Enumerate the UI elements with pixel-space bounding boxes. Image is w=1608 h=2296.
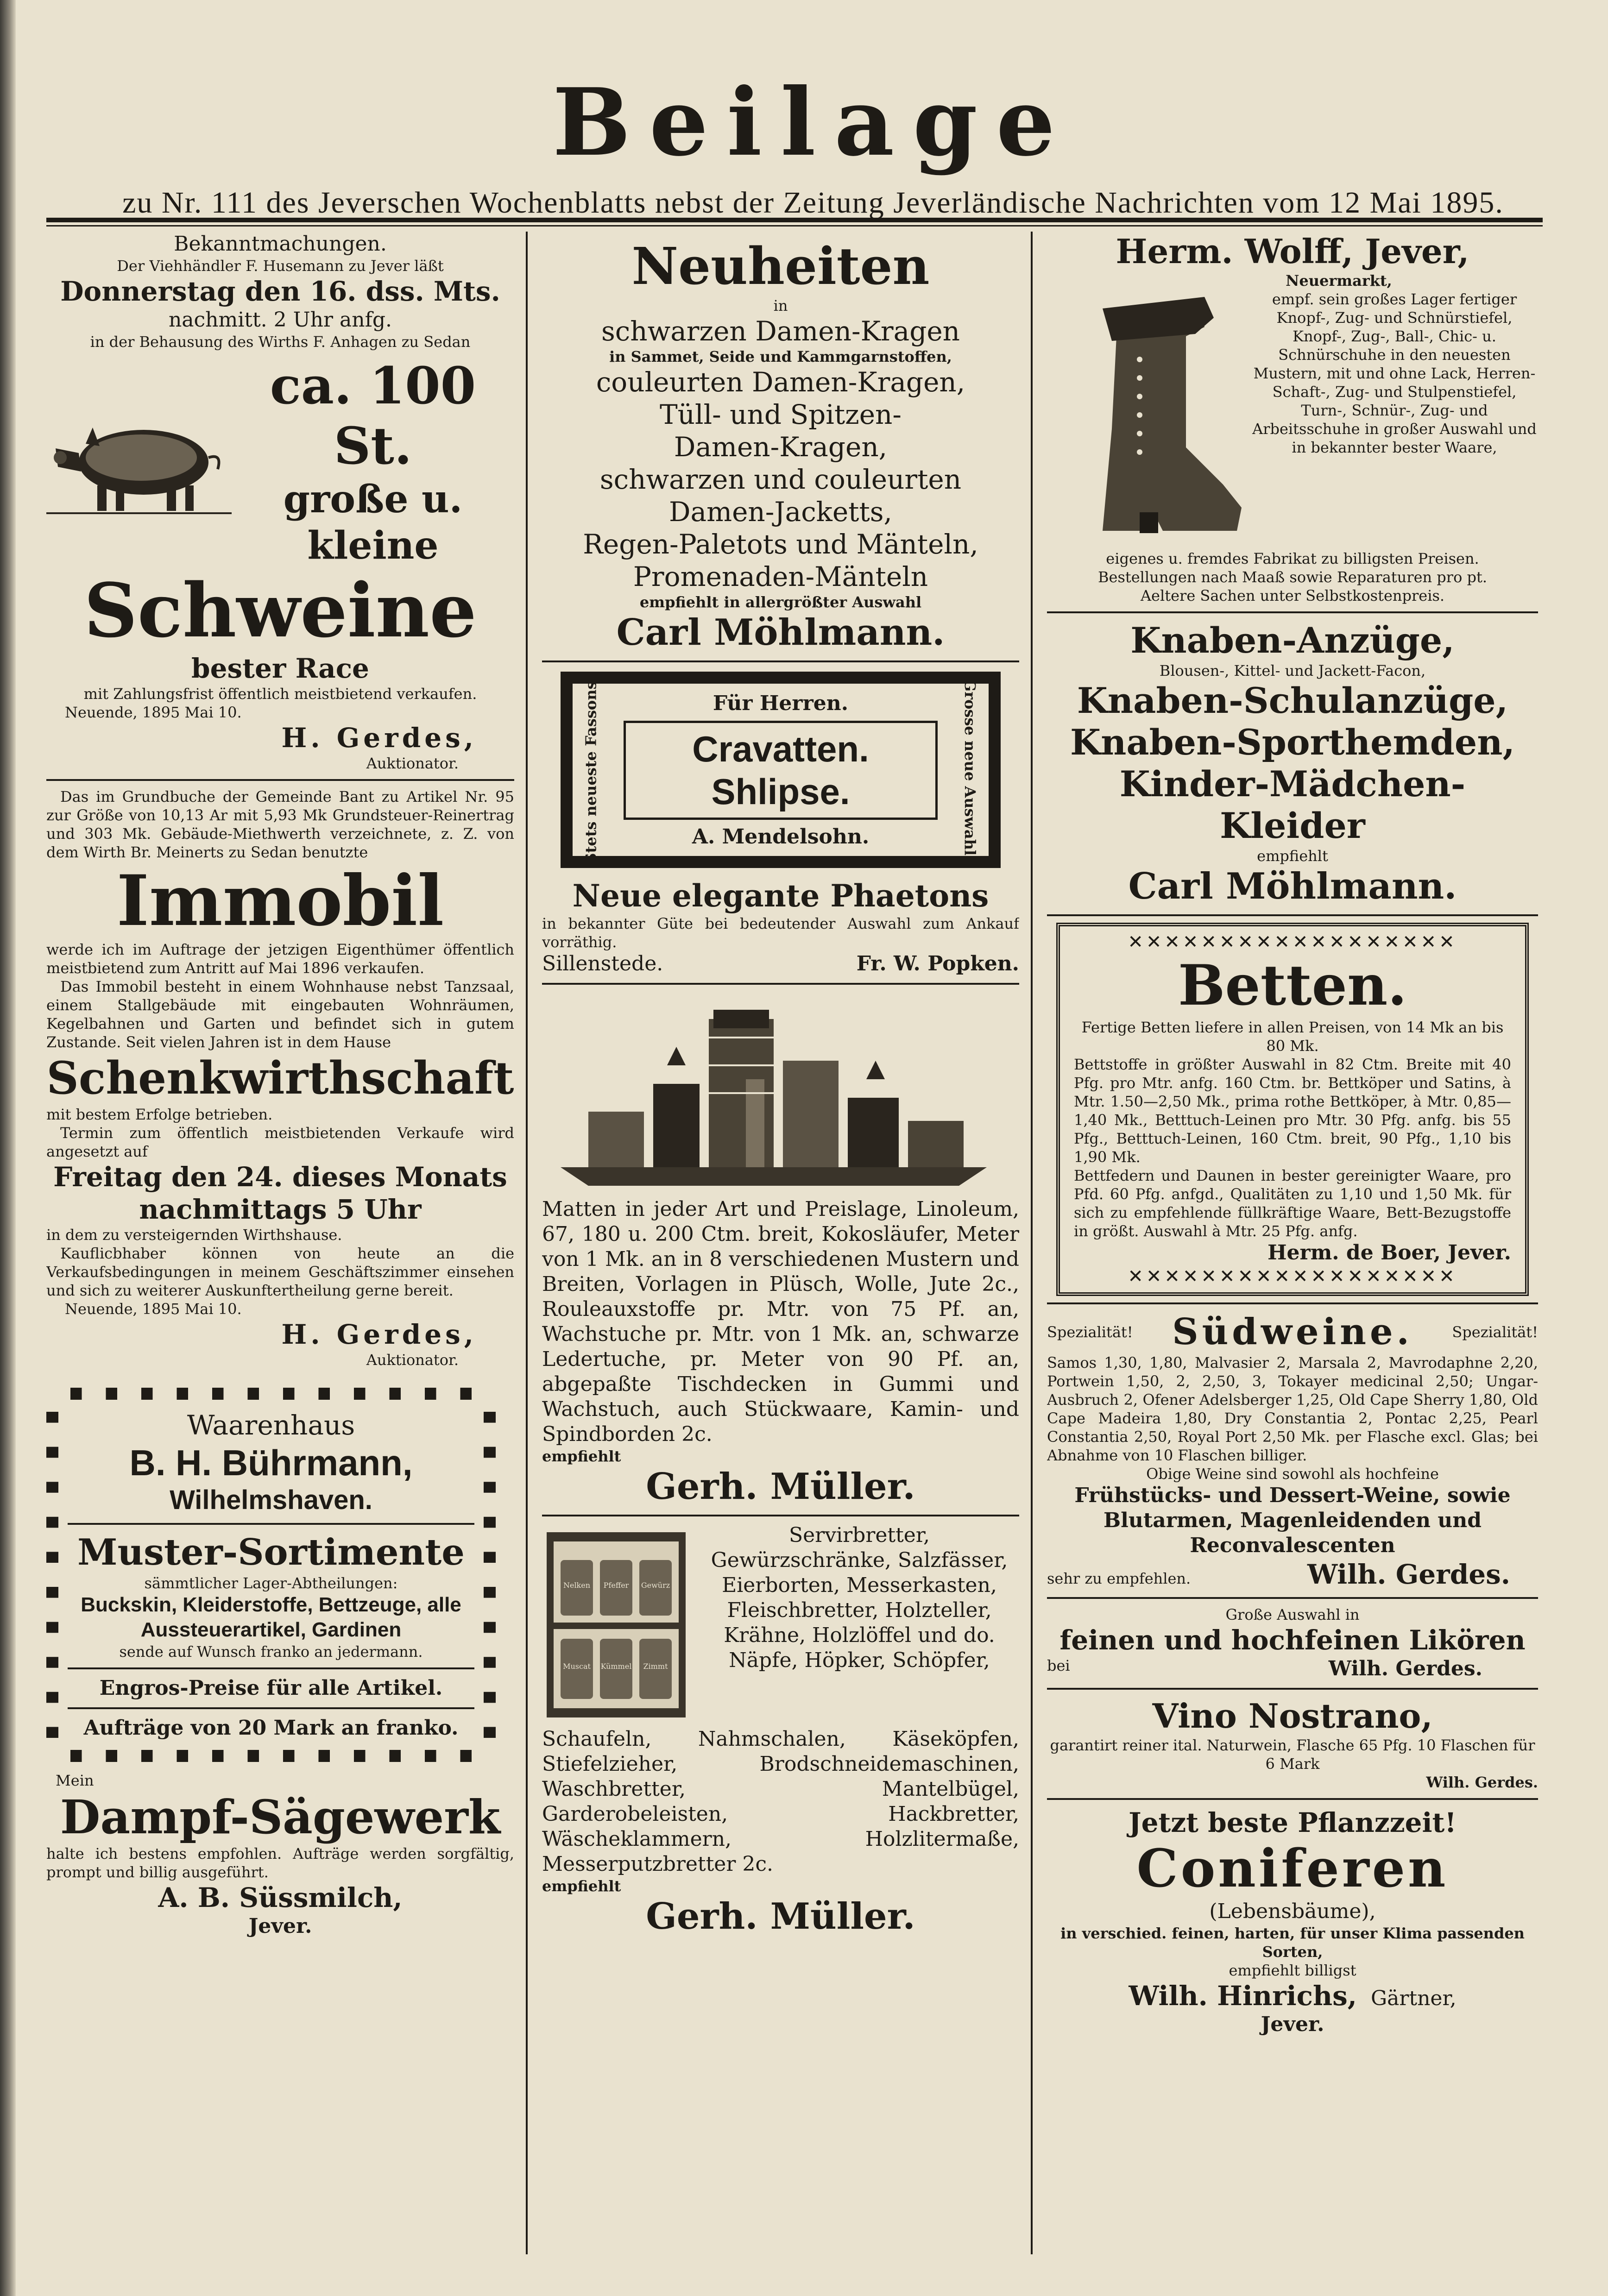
ad-heading: Knaben-Anzüge, (1130, 620, 1455, 661)
masthead-rule (46, 218, 1543, 226)
ad-text: Aufträge von 20 Mark an franko. (83, 1716, 459, 1740)
ad-text: Neuermarkt, (1286, 272, 1392, 289)
ad-coniferen (1047, 1806, 1538, 2037)
ad-text: Das im Grundbuche der Gemeinde Bant zu Artikel Nr. 95 zur Größe von 10,13 Ar mit 5,93 Mk Grundsteuer-Reinertrag und 303 Mk. Gebäude-Miethwerth verzeichnete, z. Z. von dem Wirth Br. Meinerts zu Sedan benutzte (46, 788, 514, 861)
ad-mendelsohn-frame (561, 672, 1001, 868)
column-divider-1 (526, 232, 528, 2254)
ad-text: Spezialität! (1452, 1323, 1538, 1341)
ad-text: bei (1047, 1657, 1070, 1674)
rule (1047, 1302, 1538, 1304)
rule (542, 660, 1019, 662)
ad-text: Kauflicbhaber können von heute an die Verkaufsbedingungen in meinem Geschäftszimmer einsehen und sich zu weiterer Auskunftertheilung gerne bereit. (46, 1245, 514, 1299)
ad-subheading: Jetzt beste Pflanzzeit! (1129, 1807, 1457, 1838)
ad-text: in Sammet, Seide und Kammgarnstoffen, (609, 348, 952, 365)
ad-city: Wilhelmshaven. (170, 1485, 372, 1515)
column-divider-2 (1031, 232, 1033, 2254)
rule (1047, 1798, 1538, 1800)
ad-text: empf. sein großes Lager fertiger Knopf-, Zug- und Schnürstiefel, Knopf-, Zug-, Ball-, Chic- u. Schnürschuhe in den neuesten Mustern, mit und ohne Lack, Herren-Schaft-, Zug- und Stulpenstiefel, Turn-, Schnür-, Zug- und Arbeitsschuhe in großer Auswahl und in bekannter bester Waare, (1252, 290, 1537, 456)
ad-city: Jever. (1261, 2013, 1324, 2036)
scan-binding-shadow (0, 0, 16, 2296)
ad-text: in bekannter Güte bei bedeutender Auswahl zum Ankauf vorräthig. (542, 915, 1019, 951)
ad-heading: Knaben-Sporthemden, (1070, 722, 1515, 763)
column-3 (1047, 232, 1538, 2277)
ad-text: empfiehlt in allergrößter Auswahl (639, 593, 922, 611)
ad-date: Donnerstag den 16. dss. Mts. (60, 276, 500, 307)
spice-label: Muscat (563, 1662, 591, 1671)
ad-heading: Südweine. (1172, 1311, 1413, 1353)
ad-text: sämmtlicher Lager-Abtheilungen: (144, 1574, 398, 1592)
ad-place: Neuende, 1895 Mai 10. (65, 1300, 242, 1318)
ad-text: Fertige Betten liefere in allen Preisen, von 14 Mk an bis 80 Mk. (1081, 1019, 1504, 1055)
ad-text: sehr zu empfehlen. (1047, 1570, 1191, 1587)
ad-line: schwarzen Damen-Kragen (601, 315, 960, 347)
spice-label: Gewürz (641, 1581, 670, 1590)
rule (68, 1523, 474, 1525)
ad-text: Frühstücks- und Dessert-Weine, sowie Blutarmen, Magenleidenden und Reconvalescenten (1074, 1484, 1511, 1557)
ad-heading: Cravatten. (692, 729, 869, 769)
ad-saegewerk (46, 1771, 514, 1939)
ad-articles: Buckskin, Kleiderstoffe, Bettzeuge, alle Aussteuerartikel, Gardinen (81, 1593, 461, 1641)
ad-line: Damen-Kragen, (674, 431, 888, 463)
ad-line: couleurten Damen-Kragen, (596, 366, 965, 398)
ad-text: Obige Weine sind sowohl als hochfeine (1146, 1465, 1439, 1483)
ad-text: Bettstoffe in größter Auswahl in 82 Ctm. Breite mit 40 Pfg. pro Mtr. anfg. 160 Ctm. br. Bettköper und Satins, à Mtr. 1.50—2,50 Mk., prima rothe Bettköper, à Mtr. 0,85—1,40 Mk., Betttuch-Leinen pro Mtr. 30 Pfg. anfg. bis 55 Pfg., Betttuch-Leinen, 160 Ctm. breit, 90 Pfg., 1,10 bis 1,90 Mk. (1074, 1056, 1511, 1166)
ad-heading: feinen und hochfeinen Likören (1059, 1624, 1526, 1656)
ad-time: nachmittags 5 Uhr (139, 1194, 422, 1225)
ad-wolff (1047, 232, 1538, 605)
ad-line: schwarzen und couleurten (599, 464, 962, 495)
rule (1047, 914, 1538, 916)
ad-text: Samos 1,30, 1,80, Malvasier 2, Marsala 2, Mavrodaphne 2,20, Portwein 1,50, 2, 2,50, 3, Tokayer medicinal 2,50; Ungar-Ausbruch 2, Ofener Adelsberger 1,25, Old Cape Sherry 1,80, Old Cape Madeira 1,80, Dry Constantia 2, Pontac 2,25, Pearl Constantia 2,50, Royal Port 2,50 Mk. per Flasche excl. Glas; bei Abnahme von 10 Flaschen billiger. (1047, 1354, 1538, 1464)
ad-text: sende auf Wunsch franko an jedermann. (119, 1643, 423, 1661)
ad-schweine-heading: Schweine (84, 567, 477, 654)
ad-text: eigenes u. fremdes Fabrikat zu billigsten Preisen. (1106, 550, 1479, 567)
column-2 (542, 232, 1019, 2277)
rolled-carpets-illustration-icon (542, 991, 1005, 1195)
ad-signature: Herm. de Boer, Jever. (1267, 1241, 1511, 1264)
ad-heading: Betten. (1178, 953, 1407, 1018)
ad-text: Große Auswahl in (1225, 1606, 1360, 1623)
ad-place: Neuende, 1895 Mai 10. (65, 704, 242, 721)
ad-heading: Dampf-Sägewerk (60, 1790, 501, 1844)
ad-line: Damen-Jacketts, (669, 496, 892, 528)
ad-heading: Muster-Sortimente (77, 1531, 465, 1573)
ad-heading: Kinder-Mädchen-Kleider (1119, 763, 1466, 846)
ad-text: Aeltere Sachen unter Selbstkostenpreis. (1140, 587, 1445, 604)
ad-text: empfiehlt billigst (1229, 1962, 1356, 1979)
ad-signature: Wilh. Hinrichs, (1129, 1980, 1357, 2012)
ad-time: nachmitt. 2 Uhr anfg. (168, 308, 392, 332)
ad-text: in verschied. feinen, harten, für unser Klima passenden Sorten, (1060, 1925, 1525, 1961)
ad-vino (1047, 1696, 1538, 1792)
ad-city: Jever. (248, 1914, 312, 1938)
ad-haushalt (542, 1523, 1019, 1938)
ad-role: Auktionator. (366, 755, 459, 772)
ad-schenkwirthschaft-heading: Schenkwirthschaft (46, 1052, 514, 1104)
ad-signature: Carl Möhlmann. (1128, 865, 1457, 907)
masthead-subtitle: zu Nr. 111 des Jeverschen Wochenblatts nebst der Zeitung Jeverländische Nachrichten vom 12 Mai 1895. (122, 186, 1504, 220)
star-border: ✕✕✕✕✕✕✕✕✕✕✕✕✕✕✕✕✕✕ (1128, 1266, 1457, 1287)
ad-race: bester Race (191, 653, 369, 684)
ad-likoere (1047, 1605, 1538, 1681)
ad-date: Freitag den 24. dieses Monats (53, 1161, 507, 1193)
ad-immobil-heading: Immobil (116, 860, 444, 942)
rule (542, 1515, 1019, 1516)
ad-heading: Herm. Wolff, Jever, (1116, 232, 1469, 271)
ad-text: Bettfedern und Daunen in bester gereinigter Waare, pro Pfd. 60 Pfg. anfgd., Qualitäten zu 1,10 und 1,50 Mk. für sich zu empfehlende füllkräftige Waare, Bett-Bezugstoffe in größt. Auswahl à Mtr. 25 Pfg. anfg. (1074, 1167, 1511, 1240)
rule (68, 1707, 474, 1709)
ad-heading: Shlipse. (711, 771, 850, 812)
ad-line: Promenaden-Mänteln (633, 561, 928, 592)
ad-heading: Knaben-Schulanzüge, (1077, 680, 1508, 721)
rule (68, 1667, 474, 1669)
ad-immobil (46, 787, 514, 1369)
spice-label: Pfeffer (603, 1581, 629, 1590)
pig-illustration-icon (46, 407, 232, 518)
boot-illustration-icon (1047, 290, 1251, 549)
ad-text: in der Behausung des Wirths F. Anhagen zu Sedan (90, 333, 471, 351)
ad-side-text: Grosse neue Auswahl. (961, 679, 979, 861)
rule (1047, 611, 1538, 613)
ad-text: Spezialität! (1047, 1323, 1133, 1341)
ad-heading: Neuheiten (631, 236, 930, 296)
masthead-title: Beilage (552, 68, 1074, 177)
spice-label: Zimmt (643, 1662, 668, 1671)
ad-text: halte ich bestens empfohlen. Aufträge werden sorgfältig, prompt und billig ausgeführt. (46, 1845, 514, 1881)
ad-schweine (46, 232, 514, 773)
ad-text: empfiehlt (1257, 847, 1328, 865)
ad-text: in dem zu versteigernden Wirthshause. (46, 1226, 342, 1244)
ad-text: werde ich im Auftrage der jetzigen Eigenthümer öffentlich meistbietend zum Antritt auf Mai 1896 verkaufen. (46, 941, 514, 977)
ad-text: empfiehlt (542, 1877, 621, 1895)
column-1 (46, 232, 514, 2277)
ad-size: große u. kleine (283, 477, 463, 568)
ad-text: Bestellungen nach Maaß sowie Reparaturen pro pt. (1097, 568, 1488, 586)
ad-heading: Bekanntmachungen. (174, 232, 387, 256)
ad-text: in (773, 297, 788, 315)
ad-matten (542, 991, 1019, 1508)
ad-signature: Gerh. Müller. (646, 1895, 915, 1937)
ad-text: Mein (56, 1772, 94, 1789)
ad-text: Waarenhaus (187, 1409, 355, 1441)
ad-text: Engros-Preise für alle Artikel. (99, 1676, 443, 1700)
ad-signature: Wilh. Gerdes. (1426, 1774, 1538, 1791)
ad-text: mit Zahlungsfrist öffentlich meistbietend verkaufen. (83, 685, 477, 703)
ad-signature: H. Gerdes, (281, 1319, 477, 1350)
ad-signature: Carl Möhlmann. (616, 611, 945, 654)
ad-text: mit bestem Erfolge betrieben. (46, 1106, 273, 1123)
ad-text: garantirt reiner ital. Naturwein, Flasche 65 Pfg. 10 Flaschen für 6 Mark (1050, 1736, 1535, 1773)
spice-label: Nelken (563, 1581, 591, 1590)
ad-betten-box (1056, 923, 1529, 1296)
ad-role: Gärtner, (1371, 1987, 1457, 2010)
ad-text: Der Viehhändler F. Husemann zu Jever läßt (117, 257, 444, 275)
ad-signature: A. B. Süssmilch, (158, 1882, 403, 1913)
ad-line: Tüll- und Spitzen- (660, 399, 902, 430)
ad-line: Regen-Paletots und Mänteln, (583, 528, 978, 560)
ad-count: ca. 100 St. (270, 356, 476, 476)
masthead (28, 69, 1598, 220)
ad-text: Termin zum öffentlich meistbietenden Verkaufe wird angesetzt auf (46, 1124, 514, 1160)
ad-text: (Lebensbäume), (1209, 1900, 1376, 1923)
ad-side-text: Stets neueste Fassons. (582, 676, 600, 864)
ad-place: Sillenstede. (542, 952, 663, 975)
ad-signature: Wilh. Gerdes. (1328, 1657, 1482, 1680)
ad-text: empfiehlt (542, 1447, 621, 1465)
spice-rack-illustration-icon (542, 1523, 690, 1727)
ad-heading: Vino Nostrano, (1152, 1696, 1433, 1736)
ad-heading: Coniferen (1136, 1838, 1449, 1899)
ad-neuheiten (542, 236, 1019, 654)
rule (1047, 1688, 1538, 1690)
ad-knaben (1047, 620, 1538, 908)
ad-role: Auktionator. (366, 1351, 459, 1369)
rule (46, 779, 514, 781)
rule (542, 983, 1019, 985)
ad-text: Blousen-, Kittel- und Jackett-Facon, (1159, 662, 1426, 679)
ad-suedweine (1047, 1311, 1538, 1591)
ad-company-name: B. H. Bührmann, (129, 1442, 413, 1483)
ad-signature: Gerh. Müller. (646, 1466, 915, 1508)
spice-label: Kümmel (600, 1662, 632, 1671)
ad-signature: H. Gerdes, (281, 722, 477, 754)
ad-phaetons (542, 877, 1019, 976)
ad-text: Servirbretter, Gewürzschränke, Salzfässer, Eierborten, Messerkasten, Fleischbretter, Holzteller, Krähne, Holzlöffel und do. Näpfe, Höpker, Schöpfer, (711, 1523, 1008, 1672)
ad-text: Für Herren. (713, 692, 849, 715)
ad-waarenhaus-box (46, 1388, 496, 1762)
ad-heading: Neue elegante Phaetons (572, 878, 989, 914)
ad-text: Das Immobil besteht in einem Wohnhause nebst Tanzsaal, einem Stallgebäude mit eingebauten Wohnräumen, Kegelbahnen und Garten und befindet sich in gutem Zustande. Seit vielen Jahren ist in dem Hause (46, 978, 514, 1051)
ad-signature: Wilh. Gerdes. (1307, 1559, 1510, 1590)
ad-text: Matten in jeder Art und Preislage, Linoleum, 67, 180 u. 200 Ctm. breit, Kokosläufer, Meter von 1 Mk. an in 8 verschiedenen Mustern und Breiten, Vorlagen in Plüsch, Wolle, Jute 2c., Rouleauxstoffe pr. Mtr. von 75 Pf. an, Wachstuche pr. Mtr. von 1 Mk. an, schwarze Ledertuche, pr. Meter von 90 Pf. an, abgepaßte Tischdecken in Gummi und Wachstuch, auch Stückwaare, Kamin- und Spindborden 2c. (542, 1197, 1019, 1446)
star-border: ✕✕✕✕✕✕✕✕✕✕✕✕✕✕✕✕✕✕ (1128, 931, 1457, 953)
newspaper-page (28, 0, 1598, 2296)
ad-signature: A. Mendelsohn. (692, 825, 870, 849)
rule (1047, 1597, 1538, 1599)
ad-signature: Fr. W. Popken. (856, 952, 1019, 975)
ad-text: Schaufeln, Nahmschalen, Käseköpfen, Stiefelzieher, Brodschneidemaschinen, Waschbretter, Mantelbügel, Garderobeleisten, Hackbretter, Wäscheklammern, Holzlitermaße, Messerputzbretter 2c. (542, 1727, 1019, 1876)
